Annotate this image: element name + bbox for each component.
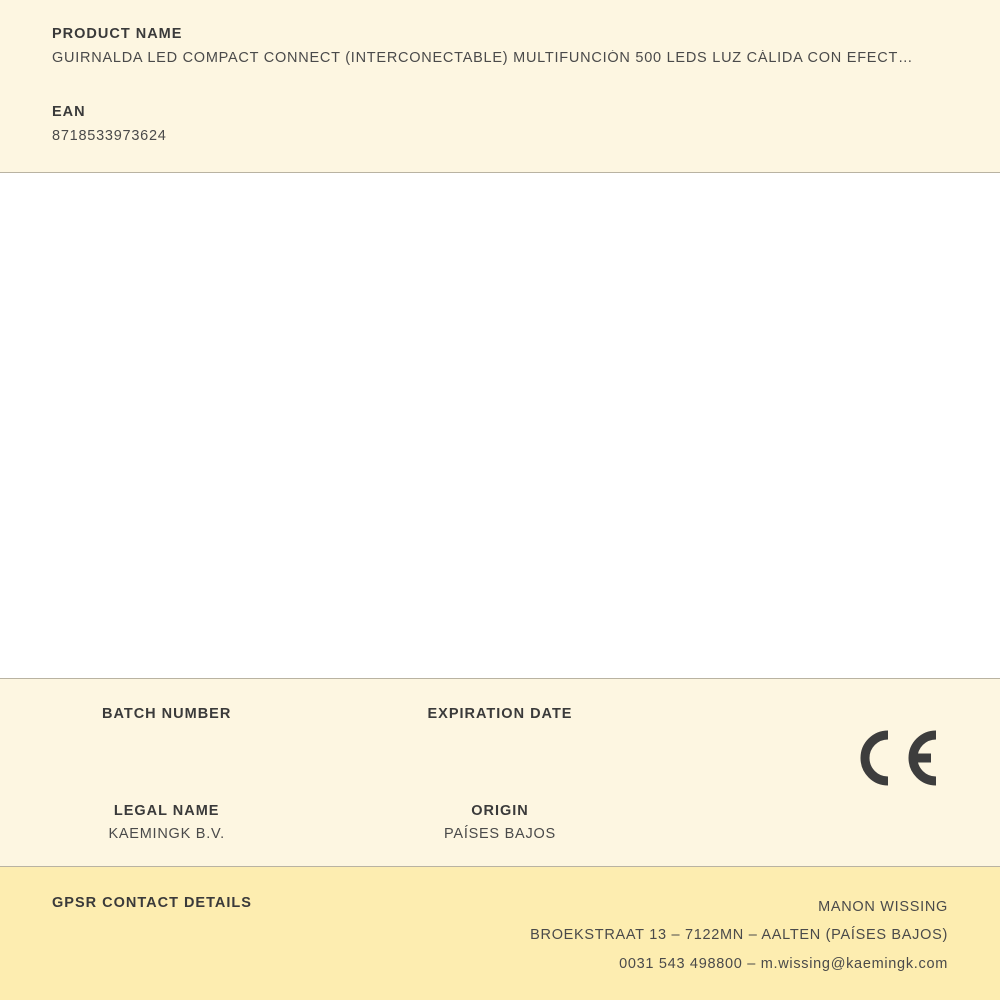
spacer [0, 750, 333, 794]
gpsr-contact-label: GPSR CONTACT DETAILS [52, 895, 252, 912]
expiration-date-label: EXPIRATION DATE [427, 705, 573, 722]
origin-value: PAÍSES BAJOS [444, 826, 556, 843]
expiration-date-cell [333, 703, 666, 744]
expiration-date-value [343, 726, 656, 744]
spacer [667, 750, 1000, 794]
spacer [52, 66, 948, 104]
batch-number-value [10, 726, 323, 744]
gpsr-contact-phone-email: 0031 543 498800 – m.wissing@kaemingk.com [619, 955, 948, 972]
gpsr-contact-address: BROEKSTRAAT 13 – 7122MN – AALTEN (PAÍSES BAJOS) [530, 927, 948, 944]
ce-mark-icon [850, 727, 940, 789]
gpsr-contact-lines [252, 893, 948, 978]
ean-value: 8718533973624 [52, 128, 167, 144]
origin-cell [333, 800, 666, 846]
blank-content-area [0, 173, 1000, 679]
gpsr-contact-block [0, 867, 1000, 1000]
batch-number-label: BATCH NUMBER [101, 705, 232, 722]
gpsr-contact-name: MANON WISSING [818, 899, 948, 916]
origin-label: ORIGIN [471, 802, 529, 819]
legal-name-value: KAEMINGK B.V. [108, 826, 225, 843]
spacer [333, 750, 666, 794]
product-name-label: PRODUCT NAME [52, 26, 183, 42]
product-name-value: GUIRNALDA LED COMPACT CONNECT (INTERCONECTABLE) MULTIFUNCIÓN 500 LEDS LUZ CÁLIDA CON EFECT… [52, 50, 914, 66]
legal-name-cell [0, 800, 333, 846]
product-identification-block [0, 0, 1000, 173]
legal-name-label: LEGAL NAME [113, 802, 220, 819]
ce-cell-bottom [667, 800, 1000, 846]
batch-number-cell [0, 703, 333, 744]
ce-cell [667, 703, 1000, 744]
product-details-block [0, 679, 1000, 868]
ean-label: EAN [52, 104, 86, 120]
